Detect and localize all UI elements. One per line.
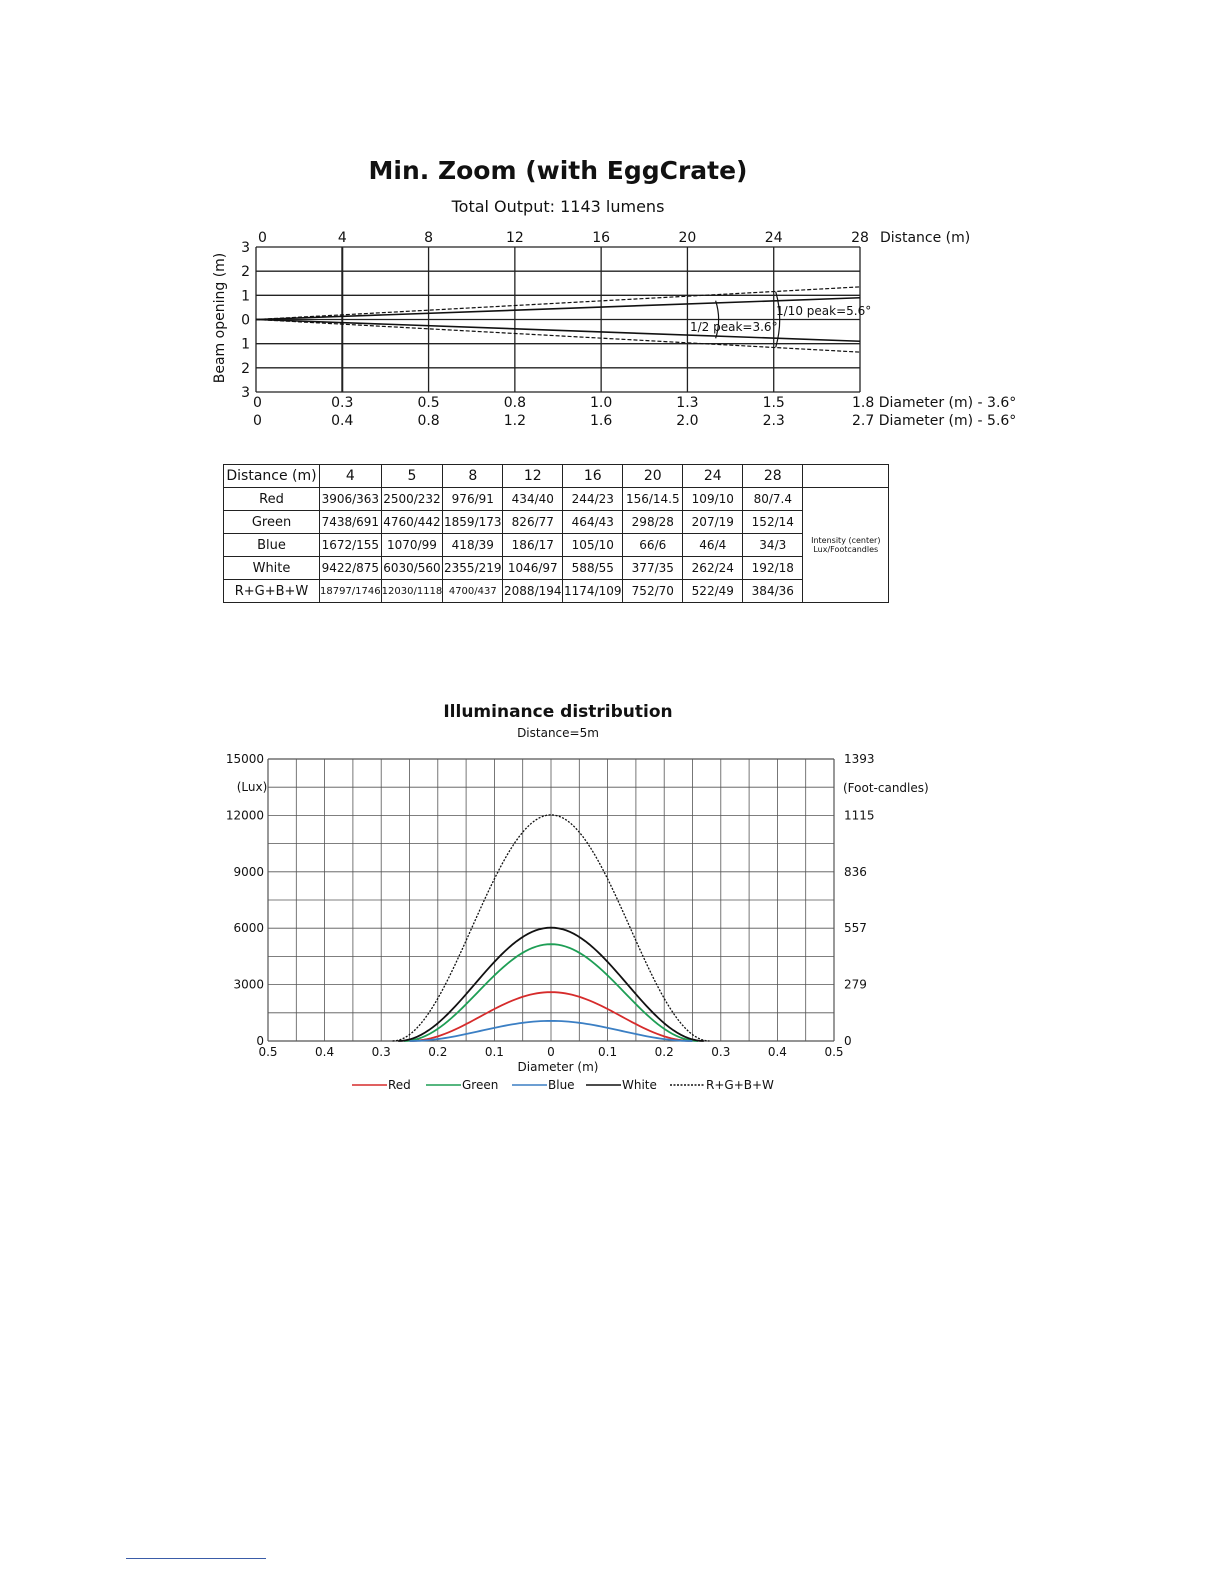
table-cell: 298/28: [623, 511, 683, 534]
table-cell: 826/77: [503, 511, 563, 534]
table-cell: 156/14.5: [623, 488, 683, 511]
beam-ylabel: Beam opening (m): [212, 252, 228, 384]
beam-diameter-value: 0: [253, 395, 262, 411]
illum-xtick: 0.3: [371, 1045, 391, 1059]
illum-ytick-right: 836: [844, 864, 867, 879]
illum-xtick: 0.1: [484, 1045, 504, 1059]
table-cell: 976/91: [443, 488, 503, 511]
table-cell: 66/6: [623, 534, 683, 557]
table-cell: 588/55: [563, 557, 623, 580]
beam-annotation-tenth: 1/10 peak=5.6°: [776, 304, 872, 318]
illum-xtick: 0.2: [654, 1045, 674, 1059]
beam-diameter-value: 0.8: [417, 413, 440, 429]
beam-diameter-value: 1.3: [676, 395, 699, 411]
legend-label: White: [622, 1078, 657, 1092]
illum-xlabel: Diameter (m): [517, 1060, 599, 1074]
table-header-cell: 12: [503, 465, 563, 488]
beam-annotation-half: 1/2 peak=3.6°: [690, 320, 778, 334]
beam-ytick: 3: [241, 385, 250, 401]
illum-ytick-right: 279: [844, 977, 867, 992]
illum-xtick: 0.5: [258, 1045, 278, 1059]
table-cell: 2088/194: [503, 580, 563, 603]
footnote-rule: [126, 1558, 266, 1559]
beam-xtick: 16: [592, 230, 611, 246]
beam-ytick: 2: [241, 264, 250, 281]
illum-xtick: 0.5: [824, 1045, 844, 1059]
beam-diameter-value: 0.8: [503, 395, 526, 411]
table-cell: 105/10: [563, 534, 623, 557]
beam-diameter-value: 0.5: [417, 395, 440, 411]
illum-ytick-left: 3000: [233, 977, 264, 992]
table-cell: 244/23: [563, 488, 623, 511]
table-cell: 1672/155: [320, 534, 382, 557]
table-cell: 1070/99: [381, 534, 443, 557]
table-header-cell: 28: [743, 465, 803, 488]
beam-ytick: 1: [241, 288, 250, 305]
table-cell: 109/10: [683, 488, 743, 511]
table-note-line1: Intensity (center): [811, 536, 881, 545]
beam-ytick: 1: [241, 336, 250, 353]
legend-label: R+G+B+W: [706, 1078, 774, 1092]
illum-xtick: 0: [547, 1045, 555, 1059]
table-cell: 464/43: [563, 511, 623, 534]
chart1-subtitle: Total Output: 1143 lumens: [451, 197, 665, 216]
illuminance-grid: [268, 759, 834, 1041]
legend-label: Red: [388, 1078, 411, 1092]
illum-ytick-left: 15000: [225, 752, 264, 766]
table-cell: 2355/219: [443, 557, 503, 580]
table-cell: 186/17: [503, 534, 563, 557]
table-row-label: Green: [224, 511, 320, 534]
table-cell: 434/40: [503, 488, 563, 511]
beam-xtick: 24: [764, 230, 783, 246]
table-cell: 7438/691: [320, 511, 382, 534]
illum-xtick: 0.4: [315, 1045, 335, 1059]
table-cell: 4700/437: [443, 580, 503, 603]
beam-ytick: 0: [241, 312, 250, 329]
table-header-cell: 20: [623, 465, 683, 488]
chart1-title: Min. Zoom (with EggCrate): [368, 156, 748, 185]
table-cell: 12030/1118: [381, 580, 443, 603]
table-row-label: R+G+B+W: [224, 580, 320, 603]
illum-ylabel-left: (Lux): [236, 780, 268, 794]
beam-diameter-value: 0.3: [331, 395, 354, 411]
beam-xtick: 28: [851, 230, 869, 246]
table-row-label: Blue: [224, 534, 320, 557]
table-row-label: White: [224, 557, 320, 580]
table-cell: 2500/232: [381, 488, 443, 511]
illum-xtick: 0.3: [711, 1045, 731, 1059]
illum-ytick-left: 9000: [233, 864, 264, 879]
table-cell: 6030/560: [381, 557, 443, 580]
illum-ytick-left: 6000: [233, 921, 264, 936]
beam-diameter-value: 0.4: [331, 413, 354, 429]
table-cell: 1859/173: [443, 511, 503, 534]
illum-ytick-right: 1393: [844, 752, 875, 766]
illum-ytick-right: 1115: [844, 808, 875, 823]
beam-diameter-value: 0: [253, 413, 262, 429]
illum-xtick: 0.4: [767, 1045, 787, 1059]
table-header-cell: 8: [443, 465, 503, 488]
table-cell: 4760/442: [381, 511, 443, 534]
illum-ytick-left: 0: [256, 1034, 264, 1048]
beam-diameter-value: 1.2: [503, 413, 526, 429]
beam-xtick: 20: [678, 230, 697, 246]
table-header-cell: 16: [563, 465, 623, 488]
illum-ytick-right: 0: [844, 1034, 852, 1048]
table-note-line2: Lux/Footcandles: [813, 545, 879, 554]
table-cell: 18797/1746: [320, 580, 382, 603]
table-cell: 522/49: [683, 580, 743, 603]
table-cell: 384/36: [743, 580, 803, 603]
beam-xtick: 0: [258, 230, 267, 246]
illum-ytick-right: 557: [844, 921, 867, 936]
beam-xlabel: Distance (m): [880, 230, 971, 246]
beam-diameter-label-1: 1.8 Diameter (m) - 3.6°: [852, 395, 1017, 411]
table-cell: 3906/363: [320, 488, 382, 511]
illum-xtick: 0.2: [428, 1045, 448, 1059]
beam-diameter-value: 1.6: [590, 413, 613, 429]
table-header-cell: 5: [381, 465, 443, 488]
illum-xtick: 0.1: [598, 1045, 618, 1059]
table-cell: 1174/109: [563, 580, 623, 603]
table-cell: 34/3: [743, 534, 803, 557]
beam-ytick: 3: [241, 240, 250, 256]
table-cell: 46/4: [683, 534, 743, 557]
chart2-subtitle: Distance=5m: [517, 726, 599, 740]
table-row-label: Red: [224, 488, 320, 511]
beam-xtick: 12: [505, 230, 524, 246]
legend-label: Green: [462, 1078, 499, 1092]
beam-diameter-value: 1.0: [590, 395, 613, 411]
table-header-cell: Distance (m): [224, 465, 320, 488]
beam-diameter-value: 2.3: [762, 413, 785, 429]
table-cell: 152/14: [743, 511, 803, 534]
table-cell: 262/24: [683, 557, 743, 580]
illuminance-legend: [352, 1078, 774, 1092]
table-cell: 418/39: [443, 534, 503, 557]
table-cell: 80/7.4: [743, 488, 803, 511]
table-cell: 9422/875: [320, 557, 382, 580]
table-cell: 207/19: [683, 511, 743, 534]
beam-xtick: 4: [337, 230, 347, 246]
beam-ytick: 2: [241, 360, 250, 377]
beam-diameter-value: 1.5: [762, 395, 785, 411]
table-cell: 752/70: [623, 580, 683, 603]
beam-xtick: 8: [424, 230, 434, 246]
beam-diameter-label-2: 2.7 Diameter (m) - 5.6°: [852, 413, 1017, 429]
chart2-title: Illuminance distribution: [443, 702, 673, 722]
beam-diameter-value: 2.0: [676, 413, 699, 429]
table-cell: 377/35: [623, 557, 683, 580]
table-cell: 1046/97: [503, 557, 563, 580]
table-cell: 192/18: [743, 557, 803, 580]
illum-ylabel-right: (Foot-candles): [843, 781, 929, 795]
table-header-cell: 4: [320, 465, 382, 488]
table-header-cell: 24: [683, 465, 743, 488]
legend-label: Blue: [548, 1078, 575, 1092]
illum-ytick-left: 12000: [225, 808, 264, 823]
